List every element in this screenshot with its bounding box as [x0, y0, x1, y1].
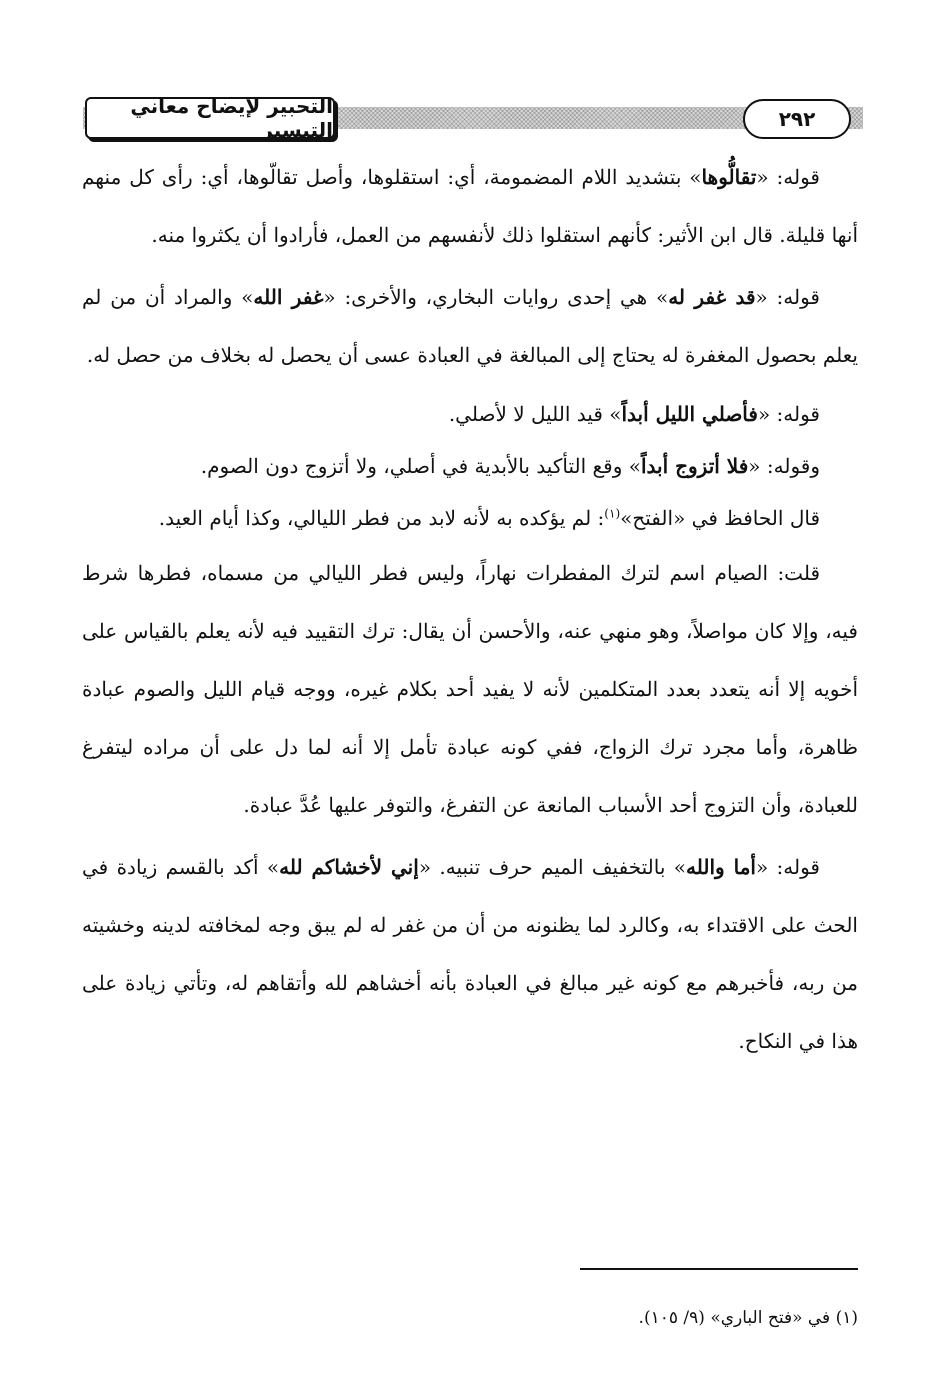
- paragraph-2: قوله: «قد غفر له» هي إحدى روايات البخاري، والأخرى: «غفر الله» والمراد أن من لم يعلم بحصول المغفرة له يحتاج إلى المبالغة في العبادة عسى أن يحصل له بخلاف من حصل له.: [82, 285, 858, 367]
- paragraph-4: وقوله: «فلا أتزوج أبداً» وقع التأكيد بالأبدية في أصلي، ولا أتزوج دون الصوم.: [200, 454, 820, 478]
- paragraph-3: قوله: «فأصلي الليل أبداً» قيد الليل لا لأصلي.: [448, 402, 820, 426]
- paragraph-1: قوله: «تقالُّوها» بتشديد اللام المضمومة، أي: استقلوها، وأصل تقالّوها، أي: رأى كل منهم أنها قليلة. قال ابن الأثير: كأنهم استقلوا ذلك لأنفسهم من العمل، فأرادوا أن يكثروا منه.: [82, 165, 858, 247]
- paragraph-5: قال الحافظ في «الفتح»$^{(١)}$: لم يؤكده به لأنه لابد من فطر الليالي، وكذا أيام العيد.: [158, 506, 820, 530]
- paragraph-7: قوله: «أما والله» بالتخفيف الميم حرف تنبيه. «إني لأخشاكم لله» أكد بالقسم زيادة في الحث على الاقتداء به، وكالرد لما يظنونه من أن من غفر له لم يبق وجه لمخافته لدينه وخشيته من ربه، فأخبرهم مع كونه غير مبالغ في العبادة بأنه أخشاهم لله وأتقاهم له، وتأتي زيادة على هذا في النكاح.: [82, 855, 858, 1053]
- footnote-divider: [580, 1268, 858, 1270]
- page-header: [83, 95, 863, 145]
- paragraph-6: قلت: الصيام اسم لترك المفطرات نهاراً، وليس فطر الليالي من مسماه، فطرها شرط فيه، وإلا كان مواصلاً، وهو منهي عنه، والأحسن أن يقال: ترك التقييد فيه لأنه يعلم بالقياس على أخويه إلا أنه يتعدد بعدد المتكلمين لأنه لا يفيد أحد بكلام غيره، ووجه قيام الليل والصوم عبادة ظاهرة، وأما مجرد ترك الزواج، ففي كونه عبادة تأمل إلا أنه لما دل على أن مراده ليتفرغ للعبادة، وأن التزوج أحد الأسباب المانعة عن التفرغ، والتوفر عليها عُدَّ عبادة.: [82, 561, 858, 817]
- book-title: التحبير لإيضاح معاني التيسير: [85, 97, 335, 139]
- main-text: [82, 148, 858, 1074]
- page-number: ٢٩٢: [743, 99, 851, 139]
- footnote: (١) في «فتح الباري» (٩/ ١٠٥).: [638, 1308, 858, 1328]
- footnote-ref: (١): [604, 506, 621, 521]
